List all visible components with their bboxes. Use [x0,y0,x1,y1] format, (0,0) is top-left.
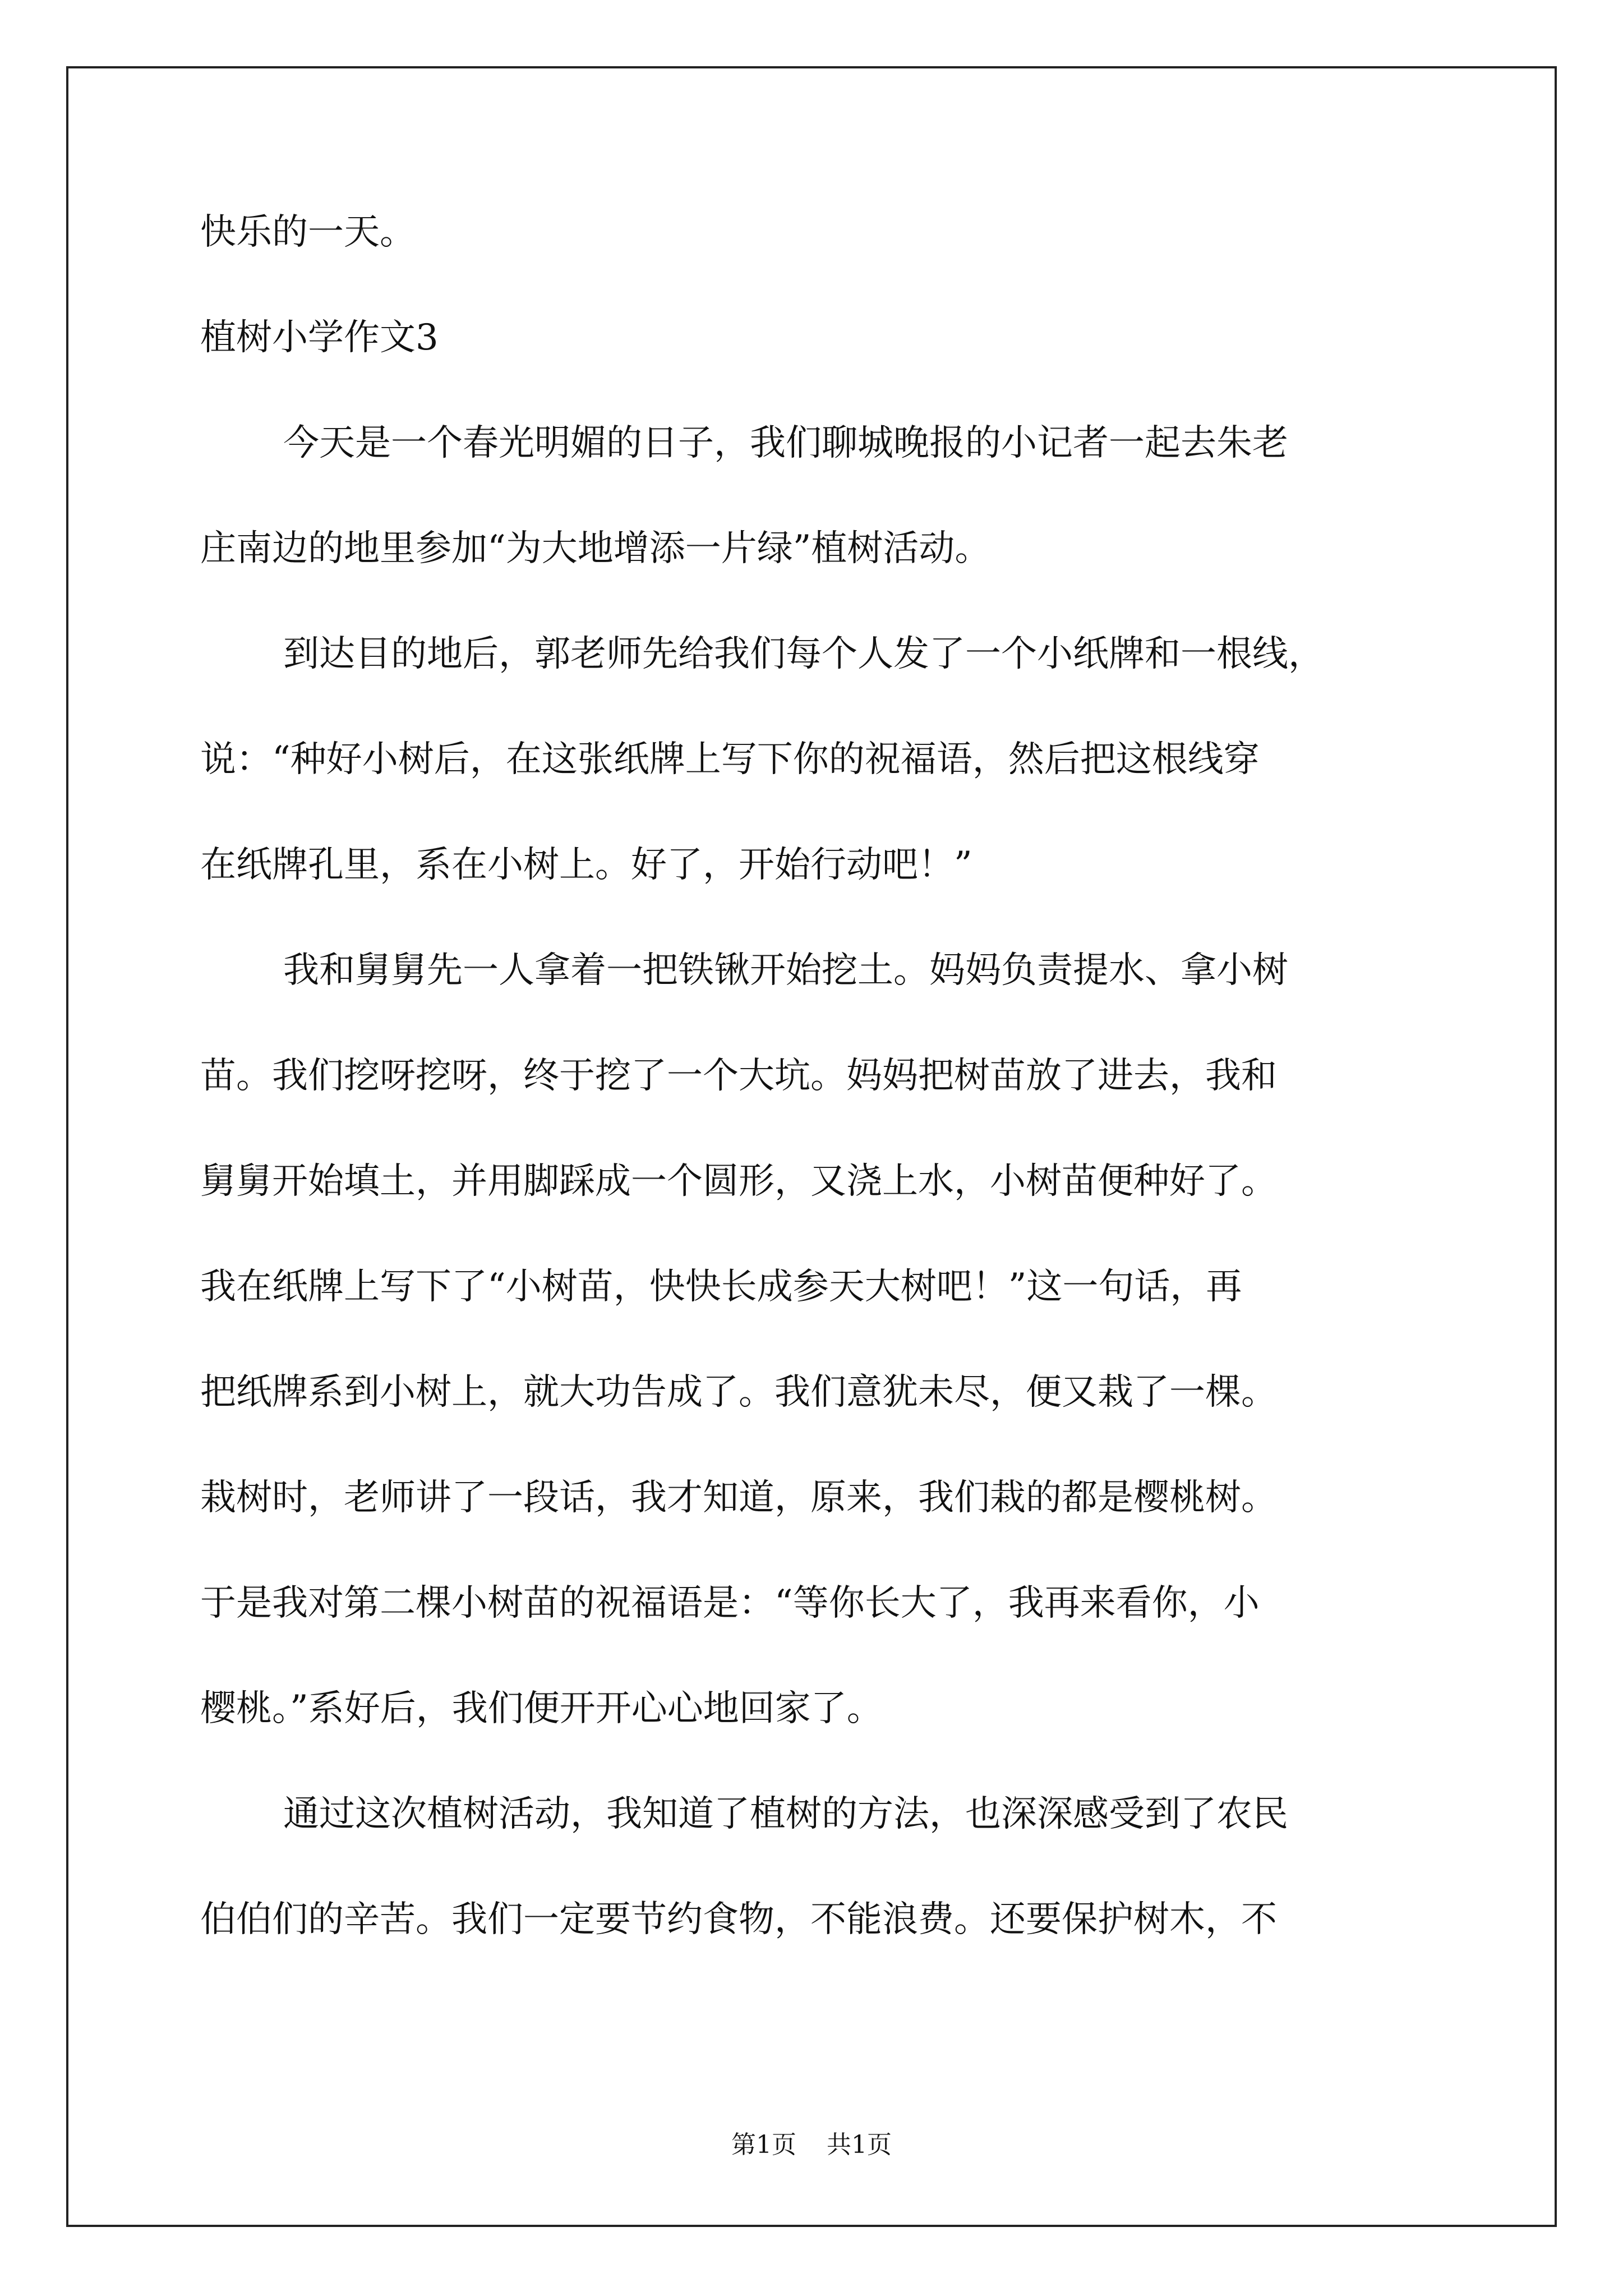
paragraph-line: 樱桃。”系好后，我们便开开心心地回家了。 [200,1688,883,1729]
paragraph-line: 栽树时，老师讲了一段话，我才知道，原来，我们栽的都是樱桃树。 [200,1477,1277,1519]
paragraph-line: 庄南边的地里参加“为大地增添一片绿”植树活动。 [200,528,991,569]
page-number: 第1页 [731,2131,796,2159]
paragraph-line: 伯伯们的辛苦。我们一定要节约食物，不能浪费。还要保护树木，不 [200,1899,1277,1940]
section-heading: 植树小学作文3 [200,317,439,358]
paragraph-line: 在纸牌孔里，系在小树上。好了，开始行动吧！” [200,844,972,886]
page-footer [0,2133,1623,2157]
paragraph-line: 苗。我们挖呀挖呀，终于挖了一个大坑。妈妈把树苗放了进去，我和 [200,1055,1277,1097]
page-total: 共1页 [827,2131,892,2159]
paragraph-line: 通过这次植树活动，我知道了植树的方法，也深深感受到了农民 [283,1793,1288,1835]
paragraph-line: 今天是一个春光明媚的日子，我们聊城晚报的小记者一起去朱老 [283,422,1288,464]
paragraph-line: 舅舅开始填土，并用脚踩成一个圆形，又浇上水，小树苗便种好了。 [200,1161,1277,1202]
paragraph-line: 到达目的地后，郭老师先给我们每个人发了一个小纸牌和一根线， [283,633,1324,675]
paragraph-line: 把纸牌系到小树上，就大功告成了。我们意犹未尽，便又栽了一棵。 [200,1372,1277,1413]
paragraph-line: 快乐的一天。 [200,211,416,253]
paragraph-line: 于是我对第二棵小树苗的祝福语是：“等你长大了，我再来看你，小 [200,1582,1260,1624]
paragraph-line: 我和舅舅先一人拿着一把铁锹开始挖土。妈妈负责提水、拿小树 [283,950,1288,991]
paragraph-line: 说：“种好小树后，在这张纸牌上写下你的祝福语，然后把这根线穿 [200,739,1260,780]
document-body [200,211,1423,2007]
paragraph-line: 我在纸牌上写下了“小树苗，快快长成参天大树吧！”这一句话，再 [200,1266,1242,1308]
